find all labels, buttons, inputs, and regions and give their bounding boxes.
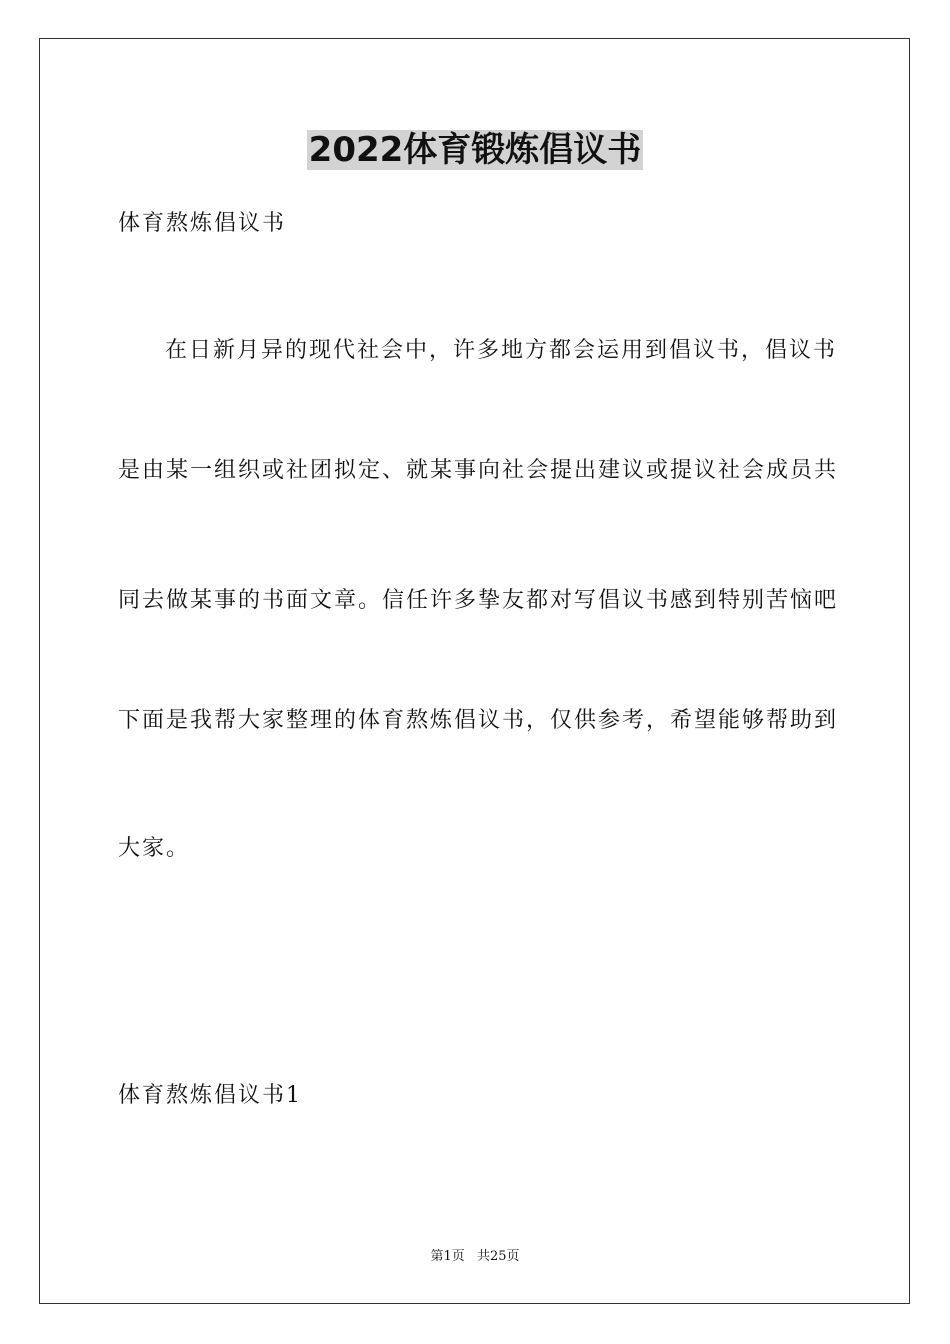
paragraph-line-3: 同去做某事的书面文章。信任许多挚友都对写倡议书感到特别苦恼吧 <box>118 588 839 613</box>
paragraph-line-1: 在日新月异的现代社会中，许多地方都会运用到倡议书，倡议书 <box>165 338 838 363</box>
paragraph-line-5: 大家。 <box>118 836 191 861</box>
paragraph-line-4: 下面是我帮大家整理的体育熬炼倡议书，仅供参考，希望能够帮助到 <box>118 708 839 733</box>
section-heading: 体育熬炼倡议书 <box>118 211 287 236</box>
document-title <box>0 128 950 172</box>
page-total: 共25页 <box>476 1249 520 1264</box>
page-footer <box>0 1248 950 1266</box>
page-number: 第1页 <box>430 1249 465 1264</box>
document-title-text: 2022体育锻炼倡议书 <box>308 130 642 170</box>
paragraph-line-2: 是由某一组织或社团拟定、就某事向社会提出建议或提议社会成员共 <box>118 458 839 483</box>
section-heading-1: 体育熬炼倡议书1 <box>118 1083 302 1108</box>
